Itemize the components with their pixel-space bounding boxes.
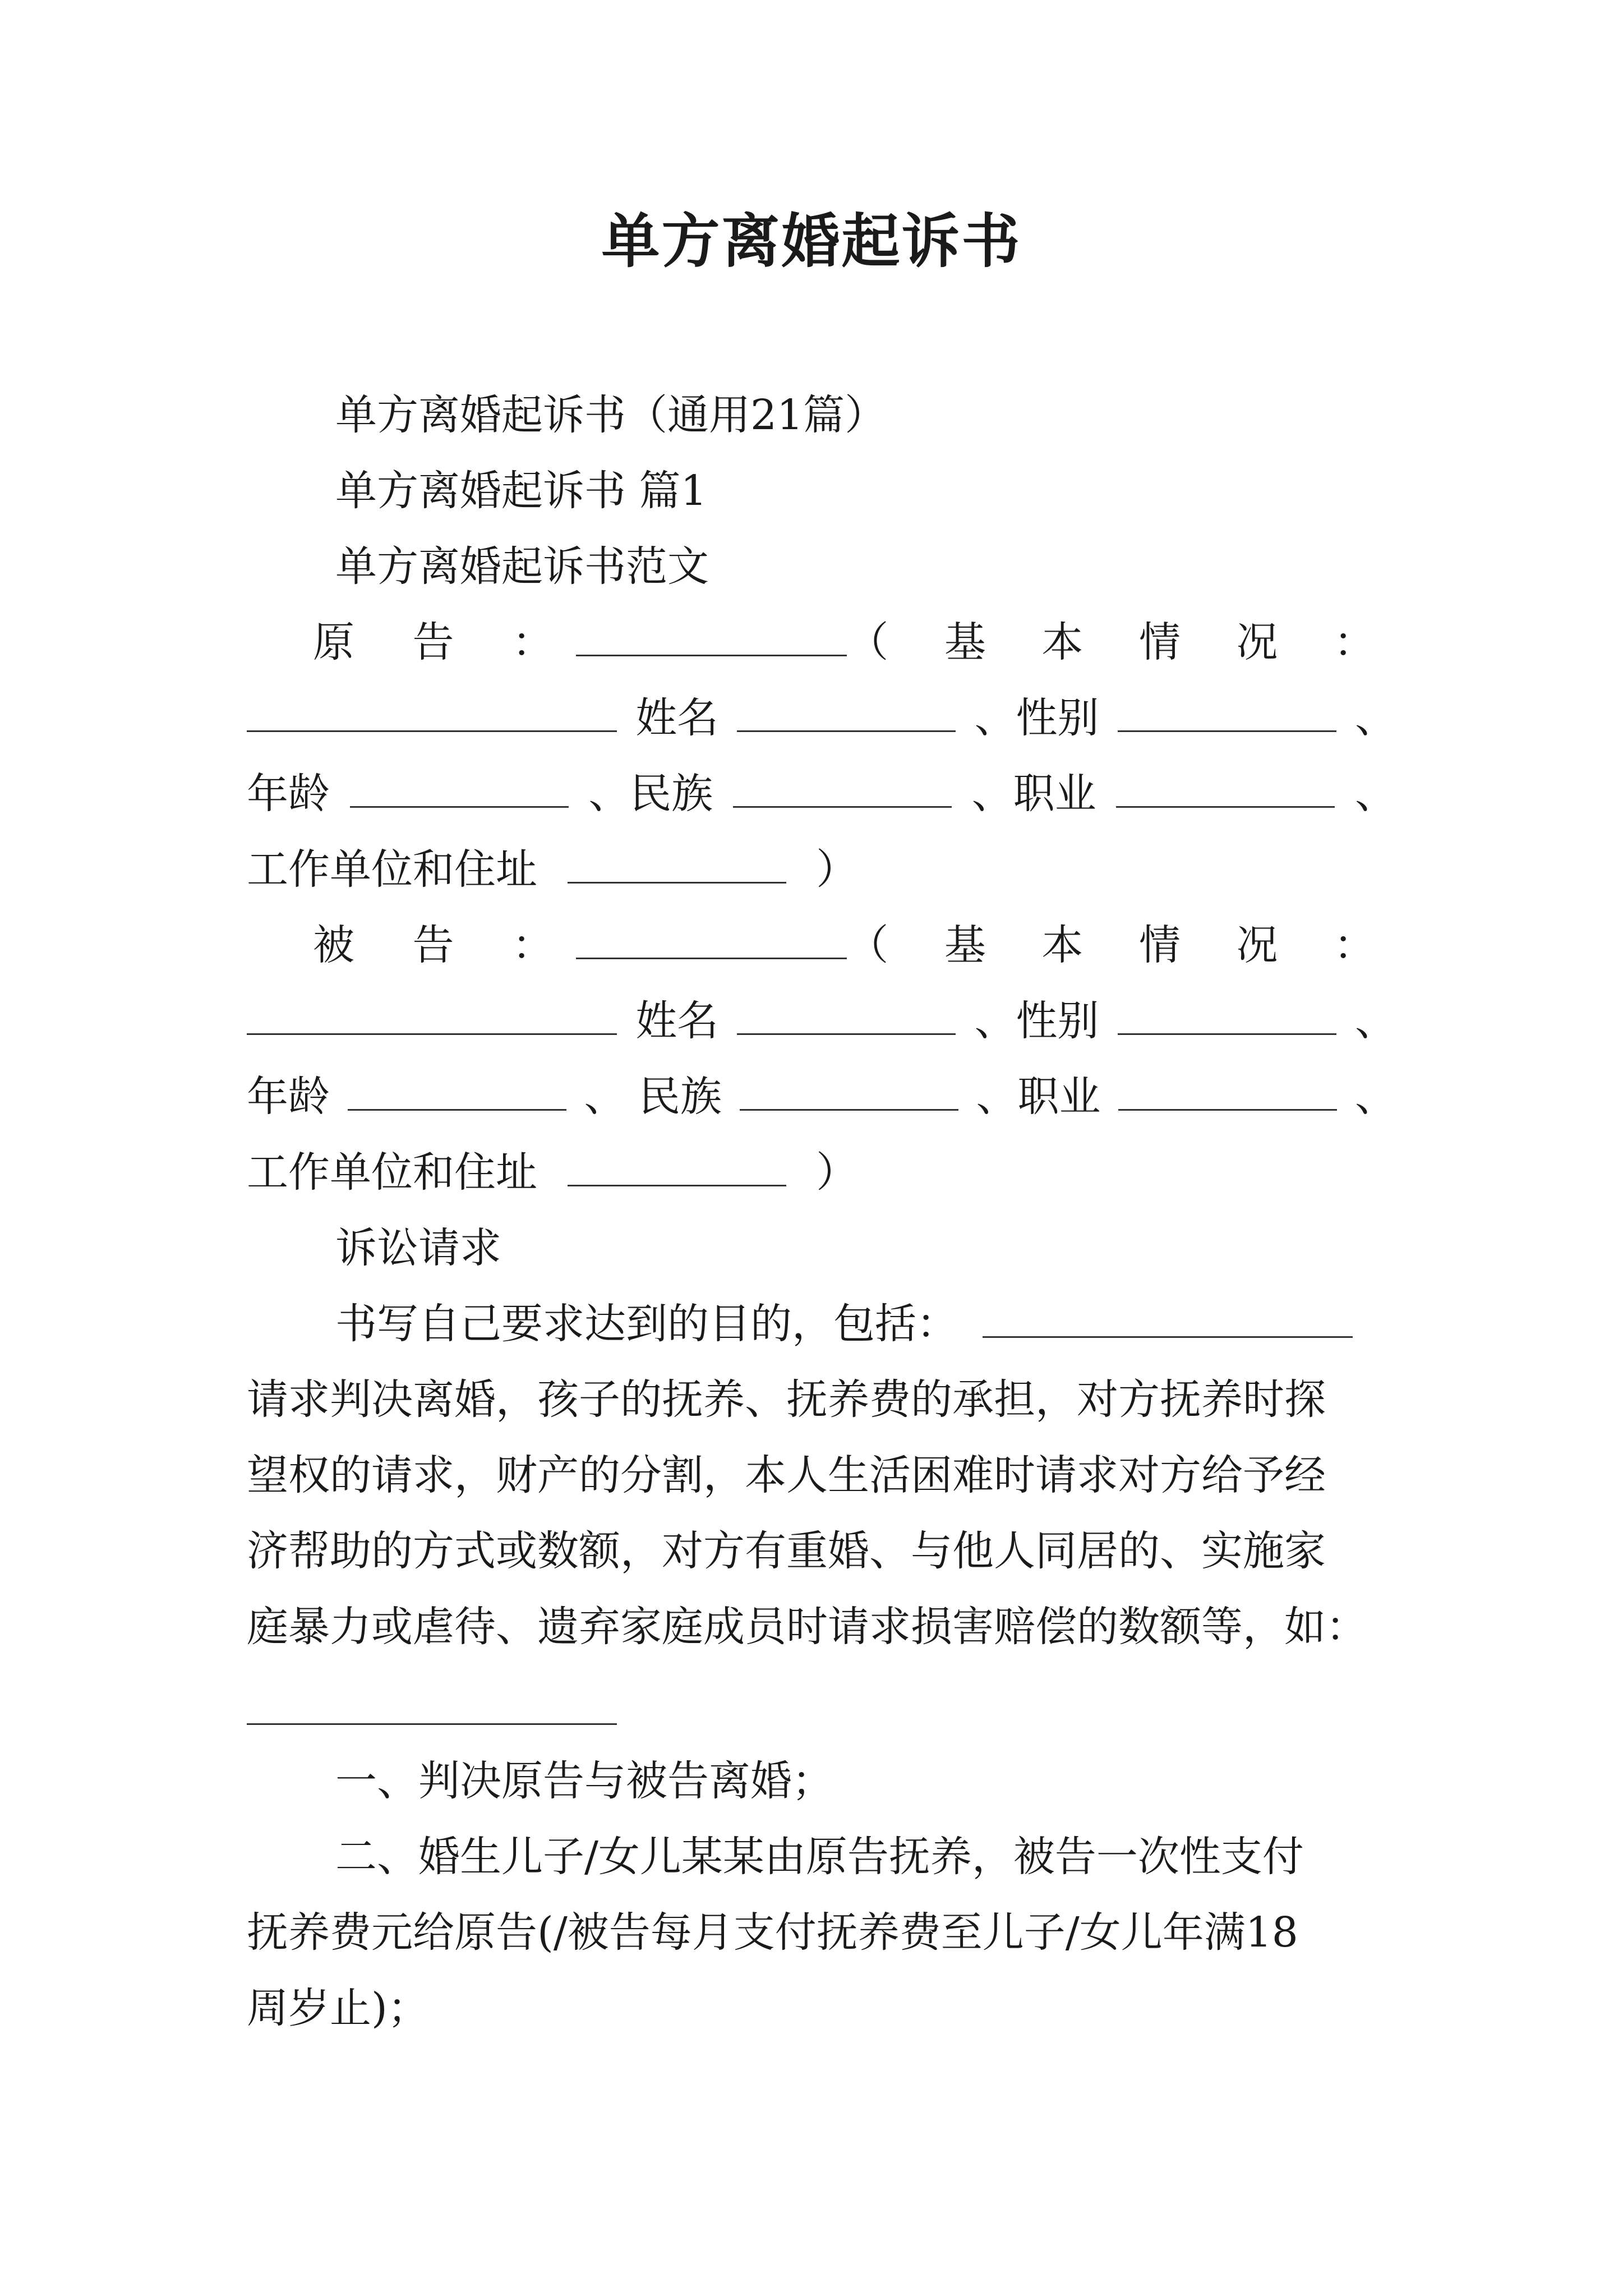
defendant-address-label: 工作单位和住址 — [247, 1148, 537, 1197]
defendant-address-line — [247, 1133, 1396, 1212]
plaintiff-occupation-blank[interactable] — [1116, 771, 1335, 808]
plaintiff-name-label: 姓名 — [635, 694, 719, 742]
claim-item-2-line: 抚养费元给原告(/被告每月支付抚养费至儿子/女儿年满18 — [247, 1908, 1298, 1957]
defendant-occupation-label: 、职业 — [976, 1073, 1101, 1121]
plaintiff-address-label: 工作单位和住址 — [247, 845, 537, 894]
claims-paragraph-line: 庭暴力或虐待、遗弃家庭成员时请求损害赔偿的数额等，如： — [247, 1603, 1367, 1651]
defendant-address-blank[interactable] — [568, 1150, 786, 1186]
plaintiff-comma: 、 — [1354, 694, 1396, 742]
plaintiff-name-blank[interactable] — [737, 696, 956, 732]
example-blank-line[interactable] — [247, 1723, 617, 1725]
claims-intro: 书写自己要求达到的目的，包括： — [335, 1300, 958, 1348]
plaintiff-address-blank[interactable] — [568, 847, 786, 884]
claim-item-2-line: 周岁止)； — [247, 1984, 429, 2032]
claim-item-2-line: 二、婚生儿子/女儿某某由原告抚养，被告一次性支付 — [335, 1833, 1304, 1881]
plaintiff-info-label: （ 基 本 情 况 ： — [847, 618, 1396, 666]
defendant-line — [247, 906, 1396, 984]
plaintiff-gender-blank[interactable] — [1118, 696, 1336, 732]
defendant-gender-label: 、性别 — [974, 997, 1099, 1045]
plaintiff-gender-label: 、性别 — [974, 694, 1099, 742]
defendant-name-blank[interactable] — [737, 999, 956, 1035]
claims-intro-blank[interactable] — [983, 1301, 1353, 1338]
plaintiff-comma-2: 、 — [1354, 770, 1396, 818]
defendant-info-label: （ 基 本 情 况 ： — [847, 921, 1396, 969]
defendant-blank[interactable] — [576, 923, 847, 959]
defendant-info-blank[interactable] — [247, 999, 617, 1035]
sample-heading: 单方离婚起诉书范文 — [335, 542, 709, 591]
plaintiff-address-line — [247, 830, 1396, 909]
defendant-name-label: 姓名 — [635, 997, 719, 1045]
claims-paragraph-line: 济帮助的方式或数额，对方有重婚、与他人同居的、实施家 — [247, 1527, 1326, 1575]
claims-paragraph-line: 望权的请求，财产的分割，本人生活困难时请求对方给予经 — [247, 1451, 1326, 1499]
defendant-age-blank[interactable] — [348, 1074, 566, 1111]
defendant-occupation-blank[interactable] — [1118, 1074, 1337, 1111]
defendant-ethnicity-blank[interactable] — [740, 1074, 958, 1111]
claim-item-1: 一、判决原告与被告离婚； — [335, 1757, 833, 1805]
defendant-name-line — [247, 982, 1396, 1060]
document-title: 单方离婚起诉书 — [601, 206, 1022, 275]
plaintiff-close: ） — [816, 845, 858, 894]
defendant-gender-blank[interactable] — [1118, 999, 1336, 1035]
defendant-close: ） — [816, 1148, 858, 1197]
defendant-ethnicity-label: 、 民族 — [584, 1073, 722, 1121]
claims-intro-line — [335, 1285, 1396, 1363]
plaintiff-name-line — [247, 679, 1396, 757]
defendant-comma-2: 、 — [1354, 1073, 1396, 1121]
defendant-age-label: 年龄 — [247, 1073, 330, 1121]
defendant-age-line — [247, 1057, 1396, 1136]
plaintiff-ethnicity-blank[interactable] — [733, 771, 952, 808]
plaintiff-age-blank[interactable] — [350, 771, 569, 808]
plaintiff-ethnicity-label: 、民族 — [588, 770, 713, 818]
document-subtitle: 单方离婚起诉书（通用21篇） — [335, 391, 887, 439]
defendant-comma: 、 — [1354, 997, 1396, 1045]
defendant-label: 被 告 ： — [313, 921, 577, 969]
plaintiff-occupation-label: 、职业 — [971, 770, 1096, 818]
claims-heading: 诉讼请求 — [335, 1224, 501, 1272]
plaintiff-blank[interactable] — [576, 620, 847, 656]
plaintiff-age-line — [247, 754, 1396, 833]
chapter-heading: 单方离婚起诉书 篇1 — [335, 467, 707, 515]
plaintiff-info-blank[interactable] — [247, 696, 617, 732]
claims-paragraph-line: 请求判决离婚，孩子的抚养、抚养费的承担，对方抚养时探 — [247, 1375, 1326, 1424]
plaintiff-age-label: 年龄 — [247, 770, 330, 818]
plaintiff-label: 原 告 ： — [313, 618, 577, 666]
plaintiff-line — [247, 603, 1396, 682]
